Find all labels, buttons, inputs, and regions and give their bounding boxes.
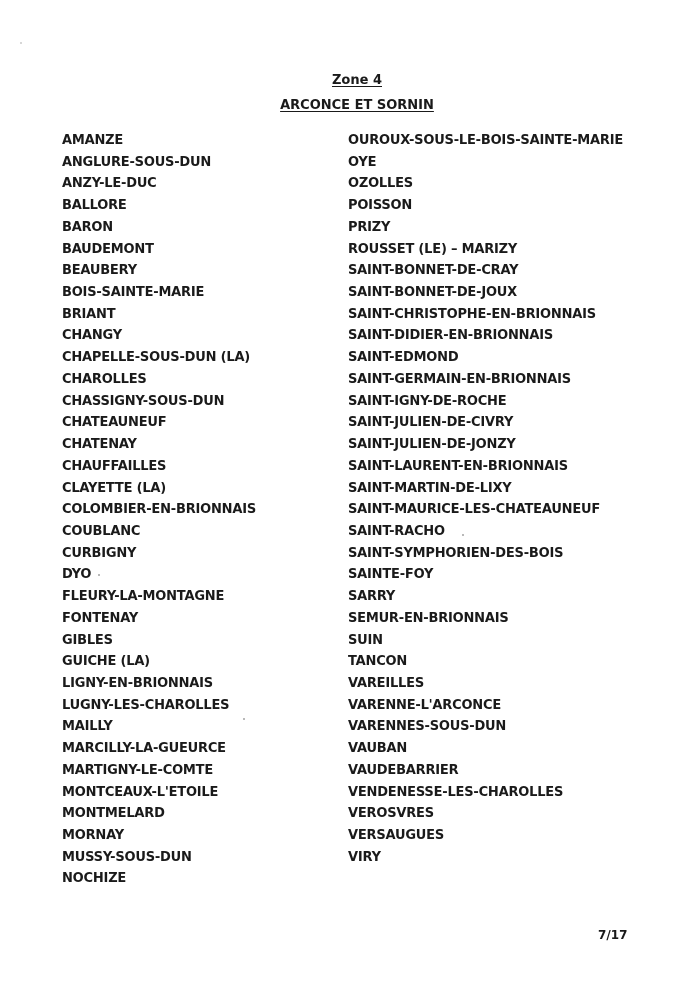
commune-item-right: SARRY [348, 589, 396, 605]
commune-item-right: SAINT-BONNET-DE-JOUX [348, 285, 517, 301]
commune-item-right: PRIZY [348, 219, 391, 235]
commune-item-left: AMANZE [62, 133, 124, 148]
commune-list-left [62, 130, 256, 890]
commune-item-right: ROUSSET (LE) – MARIZY [348, 241, 518, 257]
commune-item-left: CHAUFFAILLES [62, 458, 167, 474]
commune-item-left: CHANGY [62, 328, 122, 344]
commune-item-right: VEROSVRES [348, 806, 434, 822]
commune-item-right: SAINTE-FOY [348, 567, 434, 583]
commune-item-left: NOCHIZE [62, 871, 127, 887]
commune-item-right: SAINT-GERMAIN-EN-BRIONNAIS [348, 371, 571, 387]
scan-speck [243, 718, 245, 720]
commune-item-left: CHASSIGNY-SOUS-DUN [62, 393, 225, 409]
commune-item-right: SAINT-JULIEN-DE-CIVRY [348, 415, 514, 431]
commune-item-left: MUSSY-SOUS-DUN [62, 849, 192, 865]
commune-item-left: BRIANT [62, 306, 116, 322]
commune-item-left: COUBLANC [62, 523, 141, 539]
commune-item-left: BEAUBERY [62, 263, 137, 279]
commune-item-right: SUIN [348, 632, 383, 648]
commune-item-left: CHATEAUNEUF [62, 415, 167, 431]
commune-item-left: BOIS-SAINTE-MARIE [62, 285, 205, 301]
commune-item-right: SAINT-RACHO [348, 523, 445, 539]
commune-item-left: CHAPELLE-SOUS-DUN (LA) [62, 350, 251, 366]
commune-item-left: MORNAY [62, 828, 124, 843]
commune-item-left: COLOMBIER-EN-BRIONNAIS [62, 502, 257, 518]
commune-item-left: CURBIGNY [62, 545, 137, 561]
commune-item-left: GUICHE (LA) [62, 654, 150, 670]
commune-item-left: ANZY-LE-DUC [62, 176, 157, 192]
commune-item-right: SAINT-MARTIN-DE-LIXY [348, 480, 512, 496]
commune-item-right: SAINT-BONNET-DE-CRAY [348, 263, 519, 279]
commune-item-left: CHAROLLES [62, 371, 147, 387]
commune-item-right: OUROUX-SOUS-LE-BOIS-SAINTE-MARIE [348, 133, 624, 148]
commune-item-right: VAUBAN [348, 741, 408, 757]
commune-item-right: VARENNES-SOUS-DUN [348, 719, 507, 735]
zone-title: Zone 4 [331, 73, 382, 88]
commune-item-right: OYE [348, 154, 377, 170]
commune-item-right: SAINT-CHRISTOPHE-EN-BRIONNAIS [348, 306, 596, 322]
commune-item-right: VARENNE-L'ARCONCE [348, 697, 501, 713]
commune-item-left: MONTCEAUX-L'ETOILE [62, 784, 219, 800]
commune-item-left: LIGNY-EN-BRIONNAIS [62, 675, 213, 691]
commune-item-left: CLAYETTE (LA) [62, 480, 167, 496]
commune-item-left: MARCILLY-LA-GUEURCE [62, 741, 226, 757]
commune-item-right: SEMUR-EN-BRIONNAIS [348, 610, 509, 626]
page-number: 7/17 [598, 928, 628, 942]
commune-item-left: CHATENAY [62, 437, 137, 453]
commune-item-right: SAINT-SYMPHORIEN-DES-BOIS [348, 545, 564, 561]
commune-item-right: OZOLLES [348, 176, 413, 192]
commune-item-right: POISSON [348, 198, 413, 214]
commune-item-left: BARON [62, 219, 113, 235]
scan-speck [462, 534, 464, 536]
commune-item-right: SAINT-LAURENT-EN-BRIONNAIS [348, 458, 568, 474]
commune-item-left: ANGLURE-SOUS-DUN [62, 154, 212, 170]
scan-speck [20, 42, 22, 44]
commune-item-left: BALLORE [62, 198, 127, 214]
commune-item-right: TANCON [348, 654, 408, 670]
scan-speck [98, 574, 100, 576]
commune-item-left: FONTENAY [62, 610, 139, 626]
commune-item-right: VAREILLES [348, 675, 424, 691]
commune-item-right: VENDENESSE-LES-CHAROLLES [348, 784, 564, 800]
commune-item-left: MARTIGNY-LE-COMTE [62, 762, 214, 778]
commune-item-right: SAINT-JULIEN-DE-JONZY [348, 437, 516, 453]
commune-item-left: LUGNY-LES-CHAROLLES [62, 697, 230, 713]
commune-item-right: SAINT-EDMOND [348, 350, 459, 366]
commune-item-left: MONTMELARD [62, 806, 165, 822]
commune-item-right: VERSAUGUES [348, 828, 445, 843]
commune-list-right [348, 130, 623, 868]
commune-item-right: VAUDEBARRIER [348, 762, 459, 778]
commune-item-left: GIBLES [62, 632, 113, 648]
sector-title: ARCONCE ET SORNIN [280, 98, 434, 113]
commune-item-left: DYO [62, 567, 92, 583]
commune-item-left: FLEURY-LA-MONTAGNE [62, 589, 225, 605]
commune-item-left: BAUDEMONT [62, 241, 154, 257]
commune-item-right: SAINT-MAURICE-LES-CHATEAUNEUF [348, 502, 601, 518]
commune-item-left: MAILLY [62, 719, 113, 735]
commune-item-right: SAINT-DIDIER-EN-BRIONNAIS [348, 328, 554, 344]
commune-item-right: VIRY [348, 849, 381, 865]
commune-item-right: SAINT-IGNY-DE-ROCHE [348, 393, 507, 409]
